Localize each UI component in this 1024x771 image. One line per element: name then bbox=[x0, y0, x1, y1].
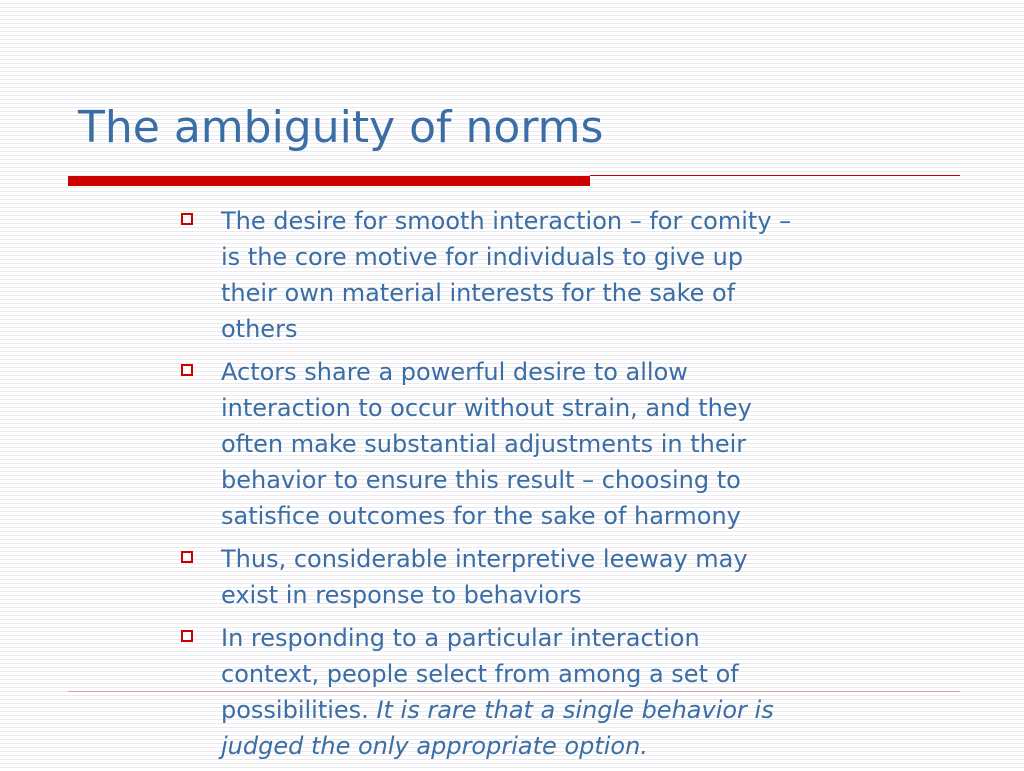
hollow-square-bullet-icon bbox=[181, 213, 193, 225]
bullet-text-line: is the core motive for individuals to give up bbox=[221, 243, 744, 271]
bullet-list bbox=[180, 203, 960, 771]
hollow-square-bullet-icon bbox=[181, 364, 193, 376]
bullet-item bbox=[180, 354, 960, 534]
hollow-square-bullet-icon bbox=[181, 551, 193, 563]
bullet-text-plain: possibilities. bbox=[221, 696, 377, 724]
bullet-text-line-mixed bbox=[221, 692, 960, 728]
bullet-text-emphasis: It is rare that a single behavior is bbox=[376, 696, 774, 724]
bullet-text-line: satisfice outcomes for the sake of harmony bbox=[221, 502, 741, 530]
bullet-text-line: The desire for smooth interaction – for comity – bbox=[221, 207, 792, 235]
footer-divider bbox=[68, 691, 960, 692]
bullet-text-line: Actors share a powerful desire to allow bbox=[221, 358, 688, 386]
hollow-square-bullet-icon bbox=[181, 630, 193, 642]
bullet-item bbox=[180, 620, 960, 764]
title-underline-rule bbox=[590, 175, 960, 176]
bullet-text-line: context, people select from among a set of bbox=[221, 660, 739, 688]
bullet-text-line: exist in response to behaviors bbox=[221, 581, 582, 609]
bullet-text-line: their own material interests for the sake of bbox=[221, 279, 736, 307]
bullet-text-line: often make substantial adjustments in their bbox=[221, 430, 747, 458]
bullet-text-line: Thus, considerable interpretive leeway may bbox=[221, 545, 748, 573]
slide-title: The ambiguity of norms bbox=[78, 102, 604, 153]
bullet-text-emphasis: judged the only appropriate option. bbox=[221, 732, 648, 760]
bullet-text-line: behavior to ensure this result – choosing to bbox=[221, 466, 741, 494]
title-underline-accent bbox=[68, 176, 590, 186]
bullet-item bbox=[180, 541, 960, 613]
bullet-item bbox=[180, 203, 960, 347]
bullet-text-line: In responding to a particular interaction bbox=[221, 624, 700, 652]
bullet-text-line: others bbox=[221, 315, 298, 343]
bullet-text-line: interaction to occur without strain, and they bbox=[221, 394, 752, 422]
